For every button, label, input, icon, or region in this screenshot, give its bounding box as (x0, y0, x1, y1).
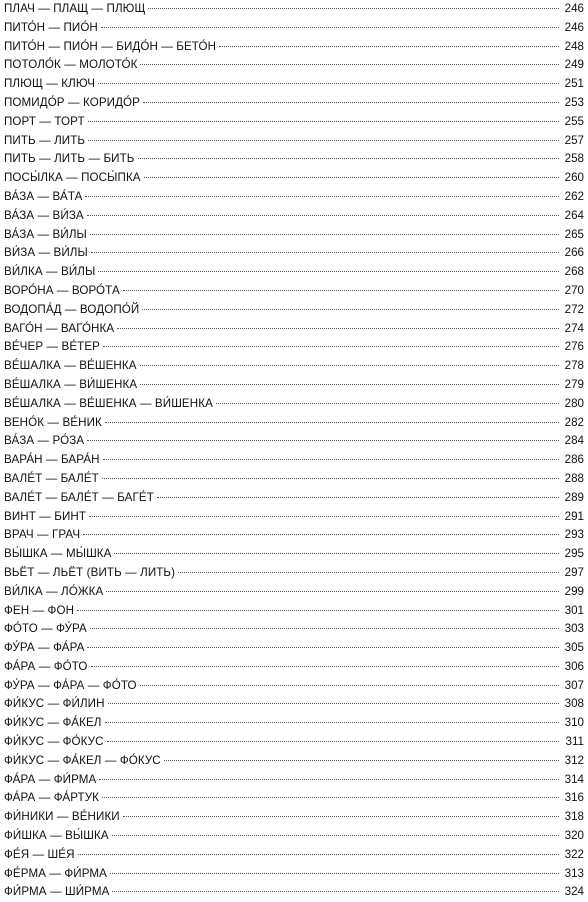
toc-entry-title: ВА́ЗА — РО́ЗА (4, 434, 85, 448)
toc-entry[interactable] (4, 38, 584, 57)
toc-entry-title: ВЕ́ШАЛКА — ВЕ́ШЕНКА — ВИ́ШЕНКА (4, 396, 213, 410)
toc-entry-page-number: 246 (564, 2, 584, 15)
toc-entry-title: ВЫ́ШКА — МЫ́ШКА (4, 547, 112, 561)
dot-leader (98, 83, 559, 84)
toc-entry-title: ВРАЧ — ГРАЧ (4, 528, 81, 542)
toc-entry-title: ФА́РА — ФО́ТО (4, 659, 88, 673)
dot-leader (140, 685, 559, 686)
dot-leader (87, 440, 559, 441)
dot-leader (112, 835, 559, 836)
toc-entry-title: ФА́РА — ФИ́РМА (4, 772, 97, 786)
toc-entry-page-number: 284 (564, 434, 584, 448)
toc-entry[interactable] (4, 808, 584, 827)
dot-leader (143, 102, 559, 103)
dot-leader (140, 64, 559, 65)
toc-entry-page-number: 308 (564, 697, 584, 711)
toc-entry[interactable] (4, 75, 584, 94)
toc-entry-page-number: 295 (564, 547, 584, 561)
toc-entry[interactable] (4, 846, 584, 865)
toc-entry-page-number: 280 (564, 396, 584, 410)
toc-entry-page-number: 322 (564, 847, 584, 861)
dot-leader (78, 854, 559, 855)
toc-entry[interactable] (4, 282, 584, 301)
toc-entry-page-number: 291 (564, 509, 584, 523)
toc-entry-page-number: 258 (564, 152, 584, 166)
dot-leader (88, 140, 559, 141)
dot-leader (216, 403, 559, 404)
toc-entry-page-number: 274 (564, 321, 584, 335)
toc-entry-title: ВАРА́Н — БАРА́Н (4, 453, 100, 467)
toc-entry-page-number: 253 (564, 95, 584, 109)
toc-entry-title: ВОДОПА́Д — ВОДОПО́Й (4, 302, 140, 316)
dot-leader (107, 741, 559, 742)
toc-entry-title: ФИ́КУС — ФИ́ЛИН (4, 697, 105, 711)
toc-entry-title: ВА́ЗА — ВИ́ЛЫ (4, 227, 87, 241)
toc-entry-page-number: 265 (564, 227, 584, 241)
toc-entry-title: ПИТЬ — ЛИТЬ (4, 133, 86, 147)
dot-leader (103, 459, 559, 460)
toc-entry[interactable] (4, 470, 584, 489)
dot-leader (87, 215, 559, 216)
dot-leader (91, 666, 559, 667)
toc-entry[interactable] (4, 639, 584, 658)
toc-entry[interactable] (4, 376, 584, 395)
dot-leader (138, 158, 560, 159)
toc-entry-page-number: 289 (564, 490, 584, 504)
toc-entry-title: ПОТОЛО́К — МОЛОТО́К (4, 58, 138, 72)
toc-entry-page-number: 306 (564, 659, 584, 673)
toc-entry-page-number: 297 (564, 565, 584, 579)
toc-entry-page-number: 249 (564, 58, 584, 72)
toc-entry-page-number: 272 (564, 302, 584, 316)
toc-entry[interactable] (4, 113, 584, 132)
toc-entry-page-number: 246 (564, 20, 584, 34)
dot-leader (178, 572, 559, 573)
toc-entry-title: ФЕ́РМА — ФИ́РМА (4, 866, 108, 880)
toc-entry-title: ВЕНО́К — ВЕ́НИК (4, 415, 102, 429)
toc-entry[interactable] (4, 451, 584, 470)
toc-entry-title: ПОРТ — ТОРТ (4, 114, 85, 128)
toc-entry-page-number: 260 (564, 171, 584, 185)
toc-entry-page-number: 257 (564, 133, 584, 147)
toc-entry-title: ФУ́РА — ФА́РА — ФО́ТО (4, 678, 137, 692)
toc-entry-title: ФИ́НИКИ — ВЕ́НИКИ (4, 810, 120, 824)
toc-entry-page-number: 282 (564, 415, 584, 429)
dot-leader (77, 610, 559, 611)
toc-entry-page-number: 312 (564, 753, 584, 767)
toc-entry-title: ФУ́РА — ФА́РА (4, 641, 85, 655)
toc-entry-page-number: 299 (564, 584, 584, 598)
toc-entry-page-number: 255 (564, 114, 584, 128)
dot-leader (83, 534, 559, 535)
toc-entry[interactable] (4, 545, 584, 564)
toc-entry-title: ФО́ТО — ФУ́РА (4, 622, 87, 636)
dot-leader (89, 516, 559, 517)
toc-entry-page-number: 262 (564, 189, 584, 203)
toc-entry[interactable] (4, 752, 584, 771)
dot-leader (140, 384, 559, 385)
toc-entry[interactable] (4, 883, 584, 902)
toc-entry-title: ВИ́ЛКА — ЛО́ЖКА (4, 584, 104, 598)
toc-entry[interactable] (4, 865, 584, 884)
toc-entry[interactable] (4, 395, 584, 414)
toc-entry-page-number: 266 (564, 246, 584, 260)
toc-entry[interactable] (4, 94, 584, 113)
toc-entry-page-number: 264 (564, 208, 584, 222)
toc-entry-title: ФИ́КУС — ФО́КУС (4, 735, 104, 749)
toc-entry-title: ПОСЫ́ЛКА — ПОСЫ́ПКА (4, 171, 141, 185)
toc-entry[interactable] (4, 263, 584, 282)
dot-leader (105, 422, 559, 423)
dot-leader (98, 271, 559, 272)
toc-entry-title: ВЕ́ШАЛКА — ВИ́ШЕНКА (4, 377, 138, 391)
dot-leader (102, 478, 559, 479)
toc-entry-title: ПИТЬ — ЛИТЬ — БИТЬ (4, 152, 135, 166)
toc-entry[interactable] (4, 244, 584, 263)
toc-entry-page-number: 288 (564, 471, 584, 485)
toc-entry[interactable] (4, 564, 584, 583)
dot-leader (90, 234, 559, 235)
toc-entry-title: ВЕ́ЧЕР — ВЕ́ТЕР (4, 340, 101, 354)
toc-entry[interactable] (4, 188, 584, 207)
dot-leader (114, 553, 559, 554)
toc-entry-title: ВОРО́НА — ВОРО́ТА (4, 283, 120, 297)
dot-leader (91, 252, 559, 253)
dot-leader (142, 309, 559, 310)
toc-entry-title: ВЬЁТ — ЛЬЁТ (ВИТЬ — ЛИТЬ) (4, 565, 176, 579)
toc-entry-page-number: 276 (564, 340, 584, 354)
toc-entry[interactable] (4, 320, 584, 339)
toc-entry[interactable] (4, 0, 584, 19)
toc-entry-page-number: 278 (564, 359, 584, 373)
toc-entry-page-number: 316 (564, 791, 584, 805)
toc-entry-page-number: 279 (564, 377, 584, 391)
toc-entry[interactable] (4, 677, 584, 696)
dot-leader (123, 290, 559, 291)
dot-leader (112, 891, 559, 892)
toc-entry[interactable] (4, 771, 584, 790)
dot-leader (148, 8, 559, 9)
toc-entry[interactable] (4, 414, 584, 433)
toc-entry[interactable] (4, 733, 584, 752)
toc-entry-title: ВАГО́Н — ВАГО́НКА (4, 321, 115, 335)
toc-entry-page-number: 314 (564, 772, 584, 786)
toc-entry[interactable] (4, 827, 584, 846)
toc-entry-page-number: 248 (564, 39, 584, 53)
toc-entry[interactable] (4, 338, 584, 357)
toc-entry-title: ВИ́ЗА — ВИ́ЛЫ (4, 246, 88, 260)
toc-entry[interactable] (4, 714, 584, 733)
toc-entry[interactable] (4, 150, 584, 169)
toc-entry[interactable] (4, 169, 584, 188)
toc-entry-page-number: 303 (564, 622, 584, 636)
toc-entry-title: ПОМИДО́Р — КОРИДО́Р (4, 95, 140, 109)
dot-leader (219, 46, 559, 47)
toc-entry[interactable] (4, 357, 584, 376)
dot-leader (140, 365, 559, 366)
toc-entry-title: ВА́ЗА — ВА́ТА (4, 189, 83, 203)
dot-leader (101, 27, 559, 28)
toc-entry[interactable] (4, 207, 584, 226)
toc-entry-page-number: 324 (564, 885, 584, 899)
toc-entry-title: ВИНТ — БИНТ (4, 509, 87, 523)
toc-entry-page-number: 293 (564, 528, 584, 542)
toc-entry-title: ФИ́ШКА — ВЫ́ШКА (4, 829, 109, 843)
toc-entry-title: ФИ́КУС — ФА́КЕЛ — ФО́КУС (4, 753, 161, 767)
dot-leader (88, 121, 559, 122)
toc-entry-page-number: 313 (564, 866, 584, 880)
toc-entry[interactable] (4, 695, 584, 714)
toc-entry-page-number: 268 (564, 265, 584, 279)
toc-entry[interactable] (4, 19, 584, 38)
dot-leader (117, 328, 559, 329)
toc-entry-title: ВАЛЕ́Т — БАЛЕ́Т (4, 471, 99, 485)
toc-entry[interactable] (4, 226, 584, 245)
toc-entry-title: ВЕ́ШАЛКА — ВЕ́ШЕНКА (4, 359, 137, 373)
toc-entry-title: ФА́РА — ФА́РТУК (4, 791, 100, 805)
toc-entry[interactable] (4, 658, 584, 677)
toc-entry-title: ПЛАЧ — ПЛАЩ — ПЛЮЩ (4, 2, 146, 15)
toc-entry[interactable] (4, 789, 584, 808)
dot-leader (110, 873, 559, 874)
toc-entry-page-number: 305 (564, 641, 584, 655)
dot-leader (144, 177, 559, 178)
toc-entry-page-number: 251 (564, 77, 584, 91)
toc-entry[interactable] (4, 602, 584, 621)
toc-entry-title: ФИ́КУС — ФА́КЕЛ (4, 716, 102, 730)
toc-entry[interactable] (4, 620, 584, 639)
toc-entry-title: ВИ́ЛКА — ВИ́ЛЫ (4, 265, 96, 279)
dot-leader (99, 779, 559, 780)
toc-entry[interactable] (4, 432, 584, 451)
toc-entry[interactable] (4, 132, 584, 151)
dot-leader (157, 497, 559, 498)
toc-entry[interactable] (4, 526, 584, 545)
toc-entry-title: ФЕН — ФОН (4, 603, 75, 617)
dot-leader (106, 591, 559, 592)
toc-entry[interactable] (4, 489, 584, 508)
toc-entry-page-number: 318 (564, 810, 584, 824)
toc-entry[interactable] (4, 508, 584, 527)
toc-entry-page-number: 301 (564, 603, 584, 617)
toc-entry-page-number: 310 (564, 716, 584, 730)
dot-leader (123, 816, 559, 817)
toc-entry-page-number: 311 (565, 735, 584, 749)
toc-entry-page-number: 307 (564, 678, 584, 692)
dot-leader (90, 628, 559, 629)
toc-entry-page-number: 320 (564, 829, 584, 843)
toc-entry-title: ПИТО́Н — ПИО́Н — БИДО́Н — БЕТО́Н (4, 39, 217, 53)
toc-entry-title: ФИ́РМА — ШИ́РМА (4, 885, 110, 899)
toc-entry[interactable] (4, 301, 584, 320)
dot-leader (85, 196, 559, 197)
toc-entry-title: ФЕ́Я — ШЕ́Я (4, 847, 75, 861)
toc-entry-page-number: 286 (564, 453, 584, 467)
dot-leader (105, 722, 560, 723)
dot-leader (103, 346, 559, 347)
toc-entry-title: ПИТО́Н — ПИО́Н (4, 20, 98, 34)
dot-leader (87, 647, 559, 648)
dot-leader (164, 760, 559, 761)
toc-entry[interactable] (4, 56, 584, 75)
toc-entry-page-number: 270 (564, 283, 584, 297)
toc-entry[interactable] (4, 583, 584, 602)
dot-leader (108, 703, 559, 704)
dot-leader (102, 797, 559, 798)
toc-entry-title: ВАЛЕ́Т — БАЛЕ́Т — БАГЕ́Т (4, 490, 154, 504)
toc-entry-title: ПЛЮЩ — КЛЮЧ (4, 77, 96, 91)
toc-entry-title: ВА́ЗА — ВИ́ЗА (4, 208, 84, 222)
